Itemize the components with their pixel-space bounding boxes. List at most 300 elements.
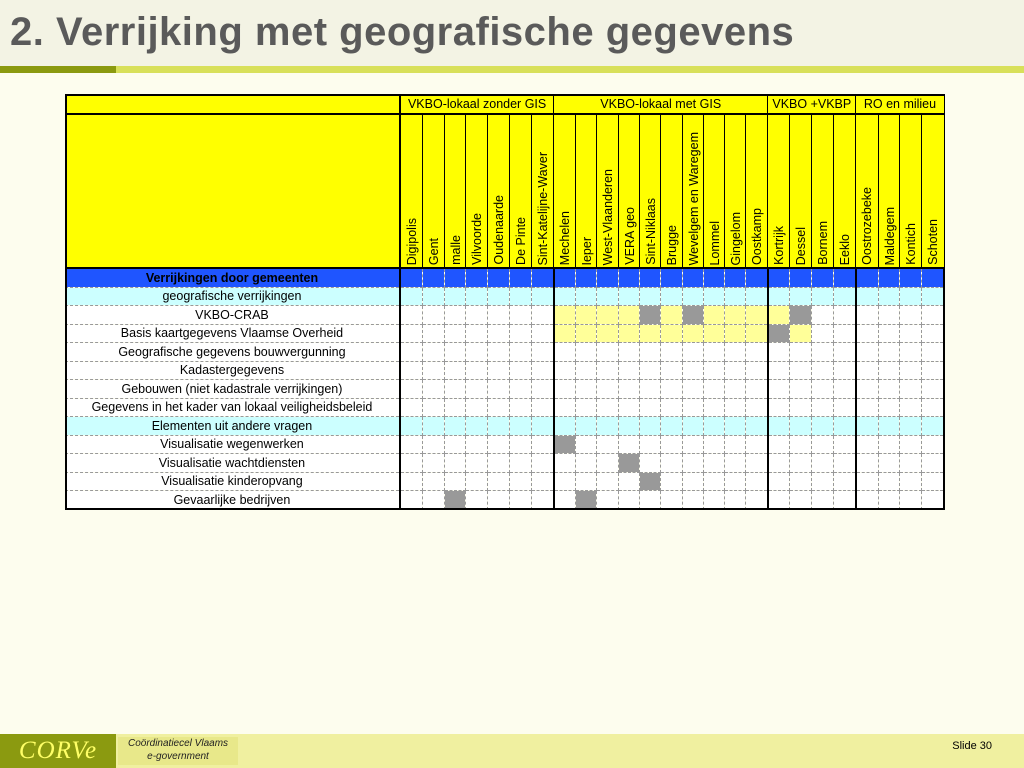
matrix-cell — [703, 268, 724, 287]
row-label: Gevaarlijke bedrijven — [65, 491, 400, 510]
matrix-cell — [618, 435, 639, 454]
matrix-cell — [466, 268, 488, 287]
matrix-cell — [746, 361, 768, 380]
matrix-cell — [900, 417, 922, 436]
matrix-cell — [400, 361, 422, 380]
table-row — [65, 361, 944, 380]
matrix-cell-marked — [682, 306, 703, 325]
matrix-cell — [639, 454, 660, 473]
matrix-cell — [618, 472, 639, 491]
matrix-cell — [554, 398, 576, 417]
matrix-table-container — [65, 94, 945, 512]
row-label: Visualisatie wachtdiensten — [65, 454, 400, 473]
column-header-label: Digipolis — [404, 217, 419, 265]
matrix-cell — [703, 472, 724, 491]
column-header-label: Eeklo — [838, 233, 853, 265]
matrix-cell — [856, 491, 878, 510]
matrix-cell — [725, 435, 746, 454]
matrix-cell — [466, 380, 488, 399]
matrix-cell — [834, 472, 856, 491]
matrix-cell — [531, 398, 553, 417]
matrix-cell — [422, 398, 444, 417]
matrix-cell — [768, 417, 790, 436]
matrix-cell — [922, 324, 944, 343]
column-header — [576, 114, 597, 268]
matrix-cell — [597, 417, 618, 436]
matrix-cell — [554, 491, 576, 510]
column-header — [639, 114, 660, 268]
matrix-cell — [488, 454, 510, 473]
matrix-cell — [790, 491, 812, 510]
matrix-cell — [790, 398, 812, 417]
matrix-cell — [618, 491, 639, 510]
matrix-cell — [790, 361, 812, 380]
matrix-cell — [922, 417, 944, 436]
matrix-cell — [812, 268, 834, 287]
matrix-cell — [554, 306, 576, 325]
column-header — [790, 114, 812, 268]
matrix-cell — [812, 287, 834, 306]
matrix-cell — [768, 454, 790, 473]
group-header: VKBO +VKBP — [768, 94, 856, 114]
matrix-cell — [682, 343, 703, 362]
matrix-cell — [900, 380, 922, 399]
column-header — [618, 114, 639, 268]
matrix-cell — [768, 343, 790, 362]
matrix-cell — [922, 472, 944, 491]
matrix-cell — [618, 324, 639, 343]
matrix-cell — [661, 472, 682, 491]
column-header-label: Sint-Katelijne-Waver — [535, 151, 550, 265]
matrix-cell-marked — [790, 306, 812, 325]
matrix-cell — [878, 306, 900, 325]
matrix-cell — [576, 417, 597, 436]
column-header-label: De Pinte — [514, 217, 529, 265]
column-header-label: Kontich — [904, 223, 919, 265]
matrix-cell — [922, 491, 944, 510]
matrix-cell — [531, 472, 553, 491]
matrix-cell — [856, 472, 878, 491]
column-header — [682, 114, 703, 268]
matrix-cell — [661, 287, 682, 306]
matrix-cell — [510, 306, 532, 325]
matrix-cell — [900, 343, 922, 362]
column-header-label: Oudenaarde — [492, 195, 507, 265]
matrix-cell — [682, 491, 703, 510]
matrix-cell — [639, 491, 660, 510]
matrix-cell — [576, 343, 597, 362]
column-header — [597, 114, 618, 268]
matrix-cell — [703, 398, 724, 417]
column-header-label: malle — [448, 235, 463, 265]
matrix-cell — [682, 268, 703, 287]
matrix-cell — [597, 380, 618, 399]
group-header: RO en milieu — [856, 94, 944, 114]
matrix-cell — [682, 417, 703, 436]
matrix-cell — [422, 491, 444, 510]
matrix-cell — [661, 398, 682, 417]
matrix-cell — [682, 454, 703, 473]
slide-number: Slide 30 — [952, 740, 992, 752]
matrix-cell — [510, 454, 532, 473]
matrix-cell — [790, 287, 812, 306]
matrix-cell — [422, 435, 444, 454]
matrix-cell — [422, 324, 444, 343]
matrix-cell — [597, 398, 618, 417]
matrix-cell — [466, 398, 488, 417]
column-header — [856, 114, 878, 268]
matrix-cell — [488, 343, 510, 362]
matrix-cell — [922, 435, 944, 454]
matrix-cell — [618, 417, 639, 436]
matrix-cell — [834, 417, 856, 436]
matrix-cell — [576, 287, 597, 306]
matrix-cell — [639, 398, 660, 417]
matrix-cell — [444, 380, 466, 399]
matrix-cell — [400, 398, 422, 417]
matrix-cell — [422, 268, 444, 287]
matrix-cell — [597, 435, 618, 454]
matrix-cell — [834, 343, 856, 362]
row-label: Kadastergegevens — [65, 361, 400, 380]
matrix-cell — [531, 491, 553, 510]
matrix-cell — [856, 398, 878, 417]
matrix-cell — [444, 361, 466, 380]
matrix-cell — [618, 398, 639, 417]
column-header-label: VERA geo — [622, 207, 637, 265]
matrix-cell — [422, 306, 444, 325]
matrix-cell — [812, 417, 834, 436]
matrix-cell — [422, 472, 444, 491]
page-title: 2. Verrijking met geografische gegevens — [10, 10, 795, 54]
matrix-cell — [725, 417, 746, 436]
matrix-cell — [682, 435, 703, 454]
matrix-cell — [400, 454, 422, 473]
matrix-cell — [597, 268, 618, 287]
matrix-cell — [790, 324, 812, 343]
matrix-cell — [746, 268, 768, 287]
matrix-cell — [488, 380, 510, 399]
table-row — [65, 417, 944, 436]
matrix-cell — [597, 306, 618, 325]
matrix-cell — [510, 398, 532, 417]
matrix-cell — [725, 380, 746, 399]
matrix-cell — [400, 343, 422, 362]
matrix-cell — [900, 435, 922, 454]
matrix-cell — [531, 306, 553, 325]
matrix-cell — [510, 287, 532, 306]
matrix-cell — [878, 287, 900, 306]
matrix-cell — [510, 343, 532, 362]
matrix-cell — [444, 324, 466, 343]
column-header — [488, 114, 510, 268]
table-row — [65, 435, 944, 454]
matrix-cell — [639, 380, 660, 399]
matrix-cell — [466, 472, 488, 491]
matrix-cell — [834, 398, 856, 417]
matrix-cell — [422, 343, 444, 362]
matrix-cell — [444, 287, 466, 306]
matrix-cell — [856, 454, 878, 473]
column-header — [531, 114, 553, 268]
matrix-cell — [834, 324, 856, 343]
matrix-cell — [400, 268, 422, 287]
matrix-cell — [639, 417, 660, 436]
matrix-cell — [878, 454, 900, 473]
matrix-cell — [576, 268, 597, 287]
matrix-cell — [488, 361, 510, 380]
matrix-cell — [790, 343, 812, 362]
column-header-label: Bornem — [816, 221, 831, 265]
matrix-cell — [703, 435, 724, 454]
matrix-cell — [768, 268, 790, 287]
matrix-cell — [488, 398, 510, 417]
matrix-cell — [466, 361, 488, 380]
matrix-cell — [746, 343, 768, 362]
matrix-cell — [618, 380, 639, 399]
row-label: Verrijkingen door gemeenten — [65, 268, 400, 287]
row-label: VKBO-CRAB — [65, 306, 400, 325]
matrix-cell — [922, 306, 944, 325]
matrix-cell — [400, 324, 422, 343]
group-header: VKBO-lokaal zonder GIS — [400, 94, 554, 114]
group-header-blank — [65, 94, 400, 114]
matrix-cell — [900, 454, 922, 473]
matrix-cell-marked — [768, 324, 790, 343]
matrix-cell — [768, 361, 790, 380]
matrix-cell — [466, 417, 488, 436]
matrix-cell — [790, 380, 812, 399]
matrix-cell — [703, 343, 724, 362]
matrix-cell — [746, 324, 768, 343]
matrix-cell — [725, 491, 746, 510]
matrix-cell — [488, 287, 510, 306]
row-label: Visualisatie wegenwerken — [65, 435, 400, 454]
matrix-cell — [510, 491, 532, 510]
matrix-cell — [922, 343, 944, 362]
matrix-cell — [834, 454, 856, 473]
matrix-cell — [900, 306, 922, 325]
matrix-cell — [661, 454, 682, 473]
column-header — [922, 114, 944, 268]
matrix-cell — [682, 324, 703, 343]
matrix-cell — [444, 343, 466, 362]
column-header-label: Dessel — [794, 226, 809, 265]
matrix-cell — [856, 361, 878, 380]
matrix-cell — [900, 268, 922, 287]
column-header-label: Brugge — [665, 224, 680, 265]
matrix-cell — [900, 398, 922, 417]
matrix-cell — [922, 361, 944, 380]
matrix-cell — [400, 417, 422, 436]
matrix-cell — [444, 472, 466, 491]
matrix-cell — [422, 380, 444, 399]
matrix-cell — [768, 472, 790, 491]
row-label: Gegevens in het kader van lokaal veiligheidsbeleid — [65, 398, 400, 417]
matrix-cell — [812, 361, 834, 380]
matrix-cell — [682, 380, 703, 399]
matrix-cell — [768, 491, 790, 510]
matrix-cell — [768, 287, 790, 306]
matrix-cell — [790, 268, 812, 287]
row-label: Gebouwen (niet kadastrale verrijkingen) — [65, 380, 400, 399]
matrix-cell — [510, 361, 532, 380]
matrix-cell — [725, 454, 746, 473]
matrix-cell — [618, 343, 639, 362]
matrix-cell — [554, 472, 576, 491]
column-header — [812, 114, 834, 268]
column-header — [834, 114, 856, 268]
matrix-cell — [682, 472, 703, 491]
column-header — [554, 114, 576, 268]
matrix-cell — [703, 361, 724, 380]
column-header-label: Wevelgem en Waregem — [686, 131, 701, 265]
table-row — [65, 472, 944, 491]
matrix-cell — [661, 435, 682, 454]
matrix-cell — [510, 380, 532, 399]
column-header — [510, 114, 532, 268]
matrix-cell — [878, 398, 900, 417]
matrix-cell-marked — [618, 454, 639, 473]
column-header-label: Mechelen — [558, 210, 573, 265]
title-rule-dark — [0, 66, 116, 73]
column-header-label: Schoten — [926, 219, 941, 265]
matrix-cell — [878, 268, 900, 287]
matrix-cell — [661, 306, 682, 325]
matrix-cell — [856, 268, 878, 287]
matrix-cell — [466, 287, 488, 306]
matrix-cell — [400, 491, 422, 510]
matrix-cell — [812, 472, 834, 491]
matrix-cell — [639, 268, 660, 287]
row-label: Basis kaartgegevens Vlaamse Overheid — [65, 324, 400, 343]
matrix-cell — [444, 417, 466, 436]
matrix-cell — [725, 306, 746, 325]
table-row — [65, 287, 944, 306]
matrix-cell — [878, 417, 900, 436]
matrix-cell — [768, 435, 790, 454]
matrix-cell — [725, 268, 746, 287]
matrix-cell — [856, 435, 878, 454]
row-label: Elementen uit andere vragen — [65, 417, 400, 436]
matrix-cell — [597, 287, 618, 306]
table-row — [65, 380, 944, 399]
matrix-cell — [834, 491, 856, 510]
matrix-cell — [856, 417, 878, 436]
matrix-cell — [576, 472, 597, 491]
matrix-cell — [725, 287, 746, 306]
column-header-label: Maldegem — [882, 206, 897, 265]
matrix-cell — [834, 380, 856, 399]
matrix-cell — [856, 324, 878, 343]
matrix-cell — [422, 361, 444, 380]
matrix-cell-marked — [639, 306, 660, 325]
matrix-cell — [790, 454, 812, 473]
column-header — [703, 114, 724, 268]
matrix-cell — [661, 343, 682, 362]
matrix-cell — [746, 398, 768, 417]
matrix-cell — [576, 361, 597, 380]
matrix-cell — [900, 361, 922, 380]
matrix-cell — [834, 268, 856, 287]
column-header — [878, 114, 900, 268]
matrix-cell — [834, 435, 856, 454]
matrix-cell-marked — [444, 491, 466, 510]
matrix-cell — [554, 287, 576, 306]
matrix-cell — [488, 417, 510, 436]
matrix-cell — [703, 380, 724, 399]
matrix-cell — [878, 324, 900, 343]
matrix-cell — [900, 491, 922, 510]
matrix-cell-marked — [554, 435, 576, 454]
matrix-cell — [531, 287, 553, 306]
matrix-cell — [834, 361, 856, 380]
matrix-cell — [812, 491, 834, 510]
matrix-cell — [597, 472, 618, 491]
matrix-cell — [444, 435, 466, 454]
matrix-cell — [812, 306, 834, 325]
matrix-cell — [856, 306, 878, 325]
matrix-cell — [466, 491, 488, 510]
matrix-cell — [466, 435, 488, 454]
table-row — [65, 324, 944, 343]
matrix-cell — [400, 380, 422, 399]
matrix-cell — [597, 324, 618, 343]
corve-logo: CORVe — [0, 734, 116, 768]
matrix-cell — [554, 268, 576, 287]
matrix-cell — [922, 268, 944, 287]
matrix-cell — [746, 306, 768, 325]
matrix-cell — [725, 324, 746, 343]
matrix-cell — [790, 417, 812, 436]
matrix-cell — [597, 454, 618, 473]
column-header-label: Vilvoorde — [470, 213, 485, 265]
matrix-cell — [812, 380, 834, 399]
column-header-label: Kortrijk — [772, 226, 787, 265]
matrix-cell — [703, 306, 724, 325]
column-header — [746, 114, 768, 268]
matrix-cell — [422, 454, 444, 473]
matrix-cell — [856, 380, 878, 399]
matrix-cell — [878, 491, 900, 510]
column-header — [400, 114, 422, 268]
matrix-cell — [554, 343, 576, 362]
column-header-label: Lommel — [707, 220, 722, 265]
matrix-cell — [703, 287, 724, 306]
matrix-cell — [812, 454, 834, 473]
matrix-cell — [878, 435, 900, 454]
matrix-cell — [400, 287, 422, 306]
matrix-cell — [900, 472, 922, 491]
org-name-line2: e-government — [147, 751, 209, 762]
matrix-cell — [812, 398, 834, 417]
matrix-cell — [922, 454, 944, 473]
matrix-cell — [746, 287, 768, 306]
matrix-cell — [576, 324, 597, 343]
matrix-cell — [661, 361, 682, 380]
matrix-cell — [682, 361, 703, 380]
matrix-cell — [725, 343, 746, 362]
table-row — [65, 454, 944, 473]
matrix-cell — [834, 306, 856, 325]
matrix-cell — [576, 435, 597, 454]
matrix-cell — [400, 435, 422, 454]
column-header-blank — [65, 114, 400, 268]
table-row — [65, 398, 944, 417]
matrix-cell — [878, 361, 900, 380]
matrix-cell — [682, 287, 703, 306]
matrix-cell — [444, 306, 466, 325]
